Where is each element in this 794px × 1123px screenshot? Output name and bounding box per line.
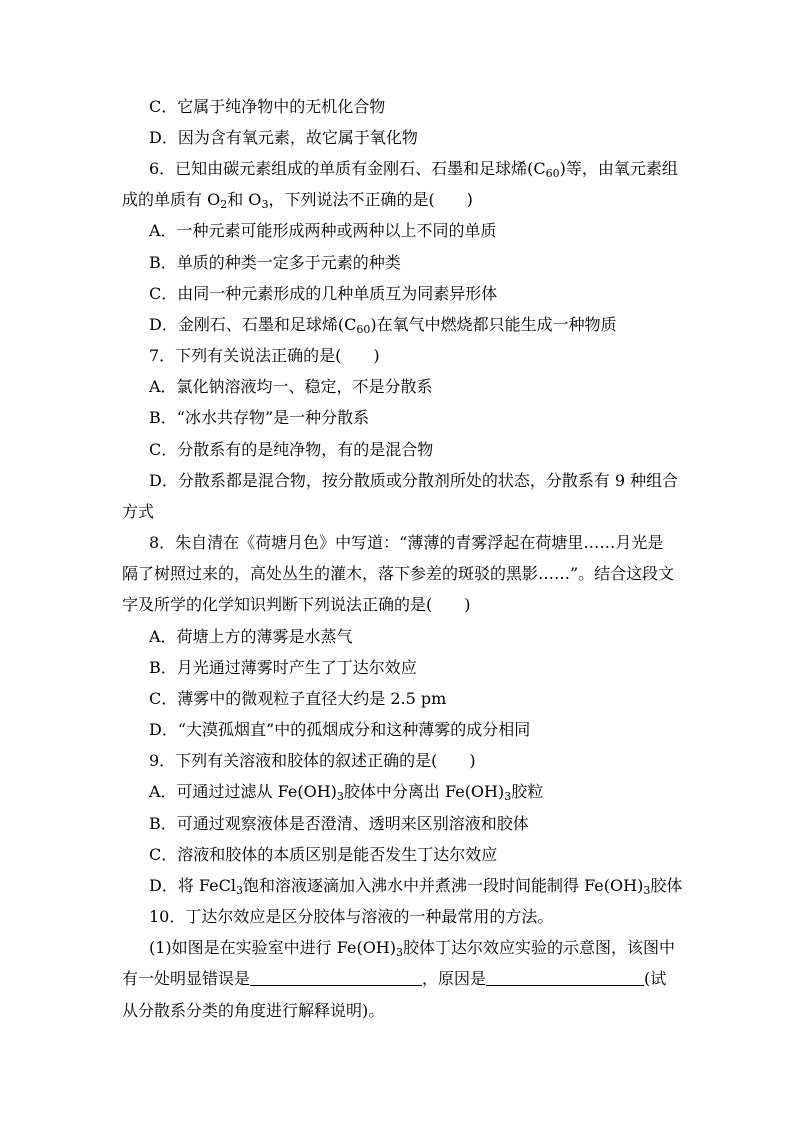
option-5d: D．因为含有氧元素，故它属于氧化物 — [149, 128, 418, 147]
question-6-stem-cont: 成的单质有 $O_2$和 $O_3$，下列说法不正确的是( ) — [122, 190, 473, 211]
question-7-stem: 7．下列有关说法正确的是( ) — [149, 346, 380, 365]
question-8-stem-cont-1: 隔了树照过来的，高处丛生的灌木，落下参差的斑驳的黑影……”。结合这段文 — [122, 564, 675, 583]
option-7d-cont: 方式 — [122, 502, 155, 521]
answer-blank-error[interactable] — [250, 971, 422, 986]
option-8c: C．薄雾中的微观粒子直径大约是 2.5 pm — [149, 689, 447, 708]
option-8d: D．“大漠孤烟直”中的孤烟成分和这种薄雾的成分相同 — [149, 720, 531, 739]
question-8-stem-cont-2: 字及所学的化学知识判断下列说法正确的是( ) — [122, 595, 471, 614]
question-10-part-1: (1)如图是在实验室中进行 $Fe(OH)_3$胶体丁达尔效应实验的示意图，该图中 — [149, 938, 676, 959]
option-9c: C．溶液和胶体的本质区别是能否发生丁达尔效应 — [149, 845, 498, 864]
option-7d: D．分散系都是混合物，按分散质或分散剂所处的状态，分散系有 9 种组合 — [149, 471, 679, 490]
option-6a: A．一种元素可能形成两种或两种以上不同的单质 — [149, 221, 497, 240]
option-7b: B．“冰水共存物”是一种分散系 — [149, 408, 370, 427]
answer-blank-reason[interactable] — [486, 971, 644, 986]
question-10-stem: 10．丁达尔效应是区分胶体与溶液的一种最常用的方法。 — [149, 907, 554, 926]
option-6d: D．金刚石、石墨和足球烯$(C_{60})$在氧气中燃烧都只能生成一种物质 — [149, 315, 617, 336]
option-6b: B．单质的种类一定多于元素的种类 — [149, 253, 401, 272]
option-8a: A．荷塘上方的薄雾是水蒸气 — [149, 627, 353, 646]
option-9a: A．可通过过滤从 $Fe(OH)_3$胶体中分离出 $Fe(OH)_3$胶粒 — [149, 782, 544, 803]
option-8b: B．月光通过薄雾时产生了丁达尔效应 — [149, 658, 417, 677]
option-9d: D．将 FeCl$_3$饱和溶液逐滴加入沸水中并煮沸一段时间能制得 $Fe(OH)_3$胶体 — [149, 876, 683, 897]
option-7a: A．氯化钠溶液均一、稳定，不是分散系 — [149, 377, 433, 396]
question-10-part-1-end: 从分散系分类的角度进行解释说明)。 — [122, 1001, 385, 1020]
question-8-stem: 8．朱自清在《荷塘月色》中写道：“薄薄的青雾浮起在荷塘里……月光是 — [149, 533, 664, 552]
option-6c: C．由同一种元素形成的几种单质互为同素异形体 — [149, 284, 498, 303]
question-10-part-1-cont: 有一处明显错误是 ，原因是 (试 — [122, 969, 667, 988]
option-9b: B．可通过观察液体是否澄清、透明来区别溶液和胶体 — [149, 814, 529, 833]
option-7c: C．分散系有的是纯净物，有的是混合物 — [149, 440, 434, 459]
option-5c: C．它属于纯净物中的无机化合物 — [149, 97, 386, 116]
question-6-stem: 6．已知由碳元素组成的单质有金刚石、石墨和足球烯$(C_{60})$等，由氧元素组 — [149, 159, 678, 180]
question-9-stem: 9．下列有关溶液和胶体的叙述正确的是( ) — [149, 751, 476, 770]
